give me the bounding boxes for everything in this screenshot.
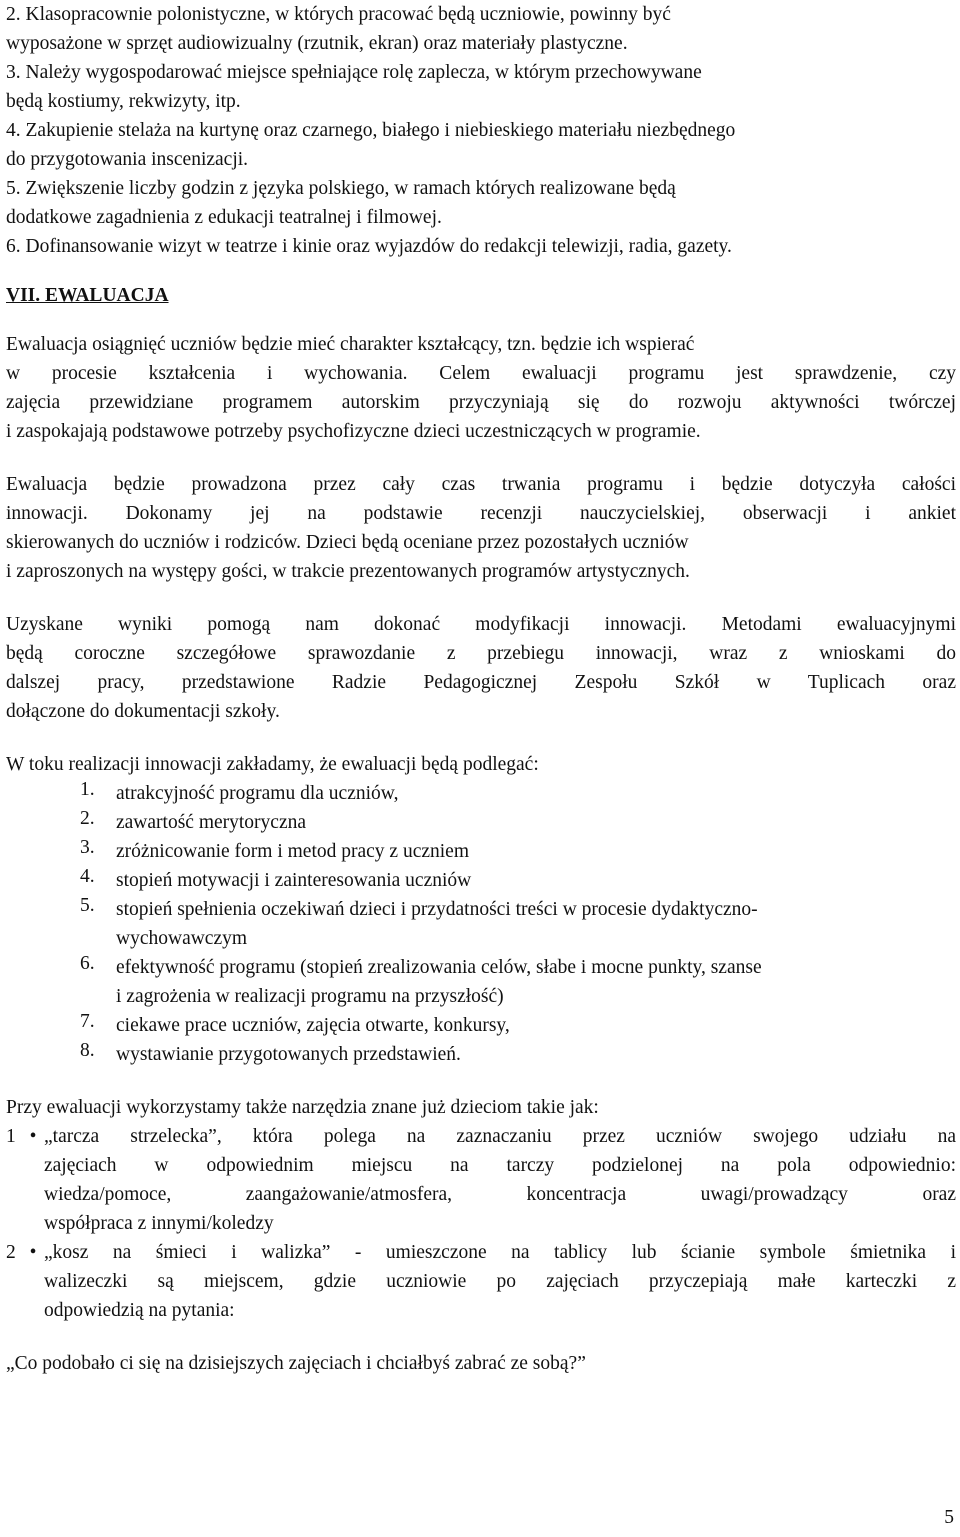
list-item — [80, 808, 956, 837]
list-item-text: zawartość merytoryczna — [116, 812, 307, 833]
intro-line: będą kostiumy, rekwizyty, itp. — [6, 91, 241, 112]
tool-text: wiedza/pomoce, zaangażowanie/atmosfera, koncentracja uwagi/prowadzący oraz — [44, 1184, 956, 1205]
tool-text: odpowiedzią na pytania: — [44, 1300, 235, 1321]
list-intro: W toku realizacji innowacji zakładamy, że ewaluacji będą podlegać: — [6, 754, 539, 775]
paragraph-line: innowacji. Dokonamy jej na podstawie recenzji nauczycielskiej, obserwacji i ankiet — [6, 503, 956, 524]
list-item-number: 7. — [80, 1011, 95, 1032]
intro-line: 5. Zwiększenie liczby godzin z języka polskiego, w ramach których realizowane będą — [6, 178, 676, 199]
paragraph-results — [6, 610, 956, 726]
list-item-text: wychowawczym — [116, 928, 248, 949]
list-item — [80, 1011, 956, 1040]
tool-text: „tarcza strzelecka”, która polega na zaznaczaniu przez uczniów swojego udziału na — [44, 1126, 956, 1147]
tool-text: zajęciach w odpowiednim miejscu na tarczy podzielonej na pola odpowiednio: — [44, 1155, 956, 1176]
intro-line: dodatkowe zagadnienia z edukacji teatralnej i filmowej. — [6, 207, 442, 228]
list-item-text: atrakcyjność programu dla uczniów, — [116, 783, 399, 804]
paragraph-line: Uzyskane wyniki pomogą nam dokonać modyfikacji innowacji. Metodami ewaluacyjnymi — [6, 614, 956, 635]
tools-intro: Przy ewaluacji wykorzystamy także narzędzia znane już dzieciom takie jak: — [6, 1097, 599, 1118]
bullet-icon: • — [29, 1242, 37, 1263]
evaluation-criteria-list — [80, 779, 956, 1069]
paragraph-line: Ewaluacja będzie prowadzona przez cały czas trwania programu i będzie dotyczyła całości — [6, 474, 956, 495]
list-item-text: stopień spełnienia oczekiwań dzieci i przydatności treści w procesie dydaktyczno- — [116, 899, 758, 920]
list-item-number: 2. — [80, 808, 95, 829]
paragraph-line: Ewaluacja osiągnięć uczniów będzie mieć charakter kształcący, tzn. będzie ich wspierać — [6, 334, 695, 355]
list-item-number: 1. — [80, 779, 95, 800]
list-item-text: wystawianie przygotowanych przedstawień. — [116, 1044, 461, 1065]
paragraph-line: i zaproszonych na występy gości, w trakcie prezentowanych programów artystycznych. — [6, 561, 690, 582]
page-number: 5 — [944, 1507, 954, 1528]
tool-number: 2 — [6, 1242, 16, 1263]
paragraph-duration — [6, 470, 956, 586]
list-item — [80, 866, 956, 895]
paragraph-evaluation — [6, 330, 956, 446]
intro-line: do przygotowania inscenizacji. — [6, 149, 249, 170]
list-item — [80, 779, 956, 808]
tool-item — [6, 1238, 956, 1325]
tool-item — [6, 1122, 956, 1238]
list-item-text: ciekawe prace uczniów, zajęcia otwarte, konkursy, — [116, 1015, 510, 1036]
list-item-number: 5. — [80, 895, 95, 916]
intro-line: 4. Zakupienie stelaża na kurtynę oraz czarnego, białego i niebieskiego materiału niezbędnego — [6, 120, 736, 141]
paragraph-line: dołączone do dokumentacji szkoły. — [6, 701, 280, 722]
intro-line: 6. Dofinansowanie wizyt w teatrze i kinie oraz wyjazdów do redakcji telewizji, radia, gazety. — [6, 236, 732, 257]
bullet-icon: • — [29, 1126, 37, 1147]
list-item-number: 4. — [80, 866, 95, 887]
tool-text: współpraca z innymi/koledzy — [44, 1213, 274, 1234]
list-item-text: efektywność programu (stopień zrealizowania celów, słabe i mocne punkty, szanse — [116, 957, 762, 978]
evaluation-question: „Co podobało ci się na dzisiejszych zajęciach i chciałbyś zabrać ze sobą?” — [6, 1353, 586, 1374]
intro-line: 3. Należy wygospodarować miejsce spełniające rolę zaplecza, w którym przechowywane — [6, 62, 702, 83]
list-item-text: zróżnicowanie form i metod pracy z uczniem — [116, 841, 470, 862]
paragraph-line: zajęcia przewidziane programem autorskim przyczyniają się do rozwoju aktywności twórczej — [6, 392, 956, 413]
intro-line: 2. Klasopracownie polonistyczne, w których pracować będą uczniowie, powinny być — [6, 4, 671, 25]
intro-line: wyposażone w sprzęt audiowizualny (rzutnik, ekran) oraz materiały plastyczne. — [6, 33, 628, 54]
intro-list — [6, 0, 956, 261]
list-item-number: 8. — [80, 1040, 95, 1061]
list-item — [80, 953, 956, 1011]
list-item-number: 6. — [80, 953, 95, 974]
section-title: VII. EWALUACJA — [6, 285, 169, 306]
tool-text: walizeczki są miejscem, gdzie uczniowie po zajęciach przyczepiają małe karteczki z — [44, 1271, 956, 1292]
list-item-text: i zagrożenia w realizacji programu na przyszłość) — [116, 986, 504, 1007]
document-content — [6, 0, 956, 1378]
tools-list — [6, 1122, 956, 1325]
list-item — [80, 837, 956, 866]
list-item-text: stopień motywacji i zainteresowania uczniów — [116, 870, 472, 891]
list-item — [80, 1040, 956, 1069]
tool-number: 1 — [6, 1126, 16, 1147]
list-item-number: 3. — [80, 837, 95, 858]
paragraph-line: będą coroczne szczegółowe sprawozdanie z przebiegu innowacji, wraz z wnioskami do — [6, 643, 956, 664]
paragraph-line: skierowanych do uczniów i rodziców. Dzieci będą oceniane przez pozostałych uczniów — [6, 532, 689, 553]
paragraph-line: w procesie kształcenia i wychowania. Celem ewaluacji programu jest sprawdzenie, czy — [6, 363, 956, 384]
tool-text: „kosz na śmieci i walizka” - umieszczone na tablicy lub ścianie symbole śmietnika i — [44, 1242, 956, 1263]
paragraph-line: dalszej pracy, przedstawione Radzie Pedagogicznej Zespołu Szkół w Tuplicach oraz — [6, 672, 956, 693]
paragraph-line: i zaspokajają podstawowe potrzeby psychofizyczne dzieci uczestniczących w programie. — [6, 421, 701, 442]
list-item — [80, 895, 956, 953]
